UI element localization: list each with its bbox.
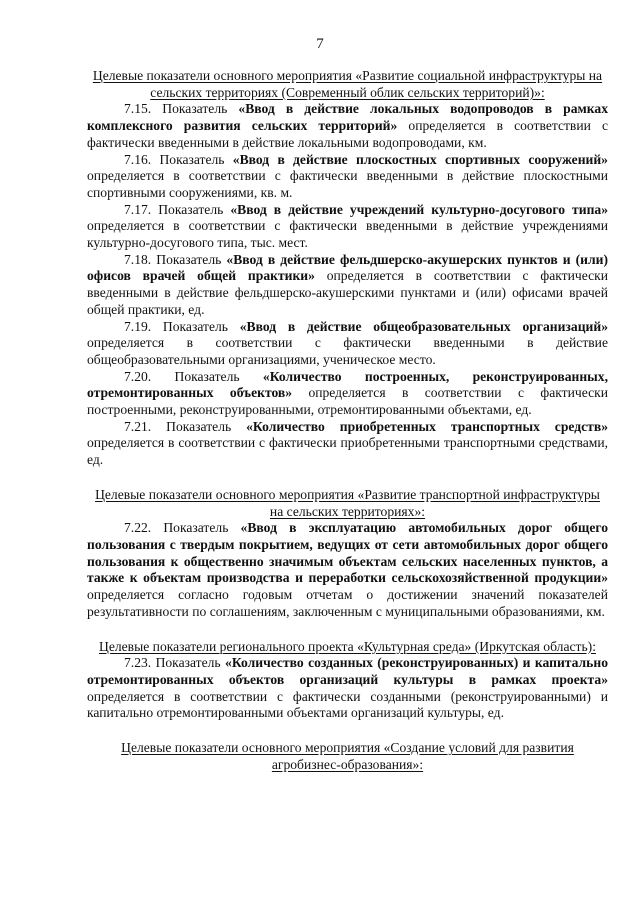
section-heading: Целевые показатели регионального проекта «Культурная среда» (Иркутская область): bbox=[99, 638, 596, 654]
indicator-paragraph-7-17: 7.17. Показатель «Ввод в действие учреждений культурно-досугового типа» определяется в соответствии с фактически введенными в действие учреждениями культурно-досугового типа, тыс. мест. bbox=[87, 201, 608, 251]
section-spacer bbox=[87, 469, 608, 487]
indicator-paragraph-7-21: 7.21. Показатель «Количество приобретенных транспортных средств» определяется в соответствии с фактически приобретенными транспортными средствами, ед. bbox=[87, 418, 608, 468]
indicator-paragraph-7-16: 7.16. Показатель «Ввод в действие плоскостных спортивных сооружений» определяется в соответствии с фактически введенными в действие плоскостными спортивными сооружениями, кв. м. bbox=[87, 151, 608, 200]
indicator-paragraph-7-19: 7.19. Показатель «Ввод в действие общеобразовательных организаций» определяется в соответствии с фактически введенными в действие общеобразовательными организациями, ученическое место. bbox=[87, 318, 608, 367]
section-heading: Целевые показатели основного мероприятия «Создание условий для развития агробизнес-образования»: bbox=[121, 740, 574, 772]
section-cultural-environment bbox=[87, 639, 608, 723]
page-number: 7 bbox=[316, 36, 324, 52]
indicator-paragraph-7-18: 7.18. Показатель «Ввод в действие фельдшерско-акушерских пунктов и (или) офисов врачей общей практики» определяется в соответствии с фактически введенными в действие фельдшерско-акушерскими пунктами и (или) офисами врачей общей практики, ед. bbox=[87, 251, 608, 317]
document-body bbox=[87, 0, 608, 773]
indicator-paragraph-7-20: 7.20. Показатель «Количество построенных, реконструированных, отремонтированных объектов» определяется в соответствии с фактически построенными, реконструированными, отремонтированными объектами, ед. bbox=[87, 368, 609, 418]
section-agribusiness-education bbox=[87, 740, 608, 773]
section-heading: Целевые показатели основного мероприятия «Развитие социальной инфраструктуры на сельских территориях (Современный облик сельских территорий)»: bbox=[92, 68, 603, 100]
section-spacer bbox=[87, 621, 608, 639]
section-social-infrastructure bbox=[87, 68, 608, 469]
section-transport-infrastructure bbox=[87, 487, 608, 621]
indicator-paragraph-7-22: 7.22. Показатель «Ввод в эксплуатацию автомобильных дорог общего пользования с твердым покрытием, ведущих от сети автомобильных дорог общего пользования к общественно значимым объектам сельских населенных пунктов, а также к объектам производства и переработки сельскохозяйственной продукции» определяется согласно годовым отчетам о достижении значений показателей результативности по соглашениям, заключенным с муниципальными образованиями, км. bbox=[87, 520, 608, 619]
indicator-paragraph-7-23: 7.23. Показатель «Количество созданных (реконструированных) и капитально отремонтированных объектов организаций культуры в рамках проекта» определяется в соответствии с фактически созданными (реконструированными) и капитально отремонтированными объектами организаций культуры, ед. bbox=[87, 655, 609, 721]
section-spacer bbox=[87, 722, 608, 740]
section-heading: Целевые показатели основного мероприятия «Развитие транспортной инфраструктуры на сельских территориях»: bbox=[95, 486, 600, 519]
indicator-paragraph-7-15: 7.15. Показатель «Ввод в действие локальных водопроводов в рамках комплексного развития сельских территорий» определяется в соответствии с фактически введенными в действие локальными водопроводами, км. bbox=[87, 101, 608, 150]
